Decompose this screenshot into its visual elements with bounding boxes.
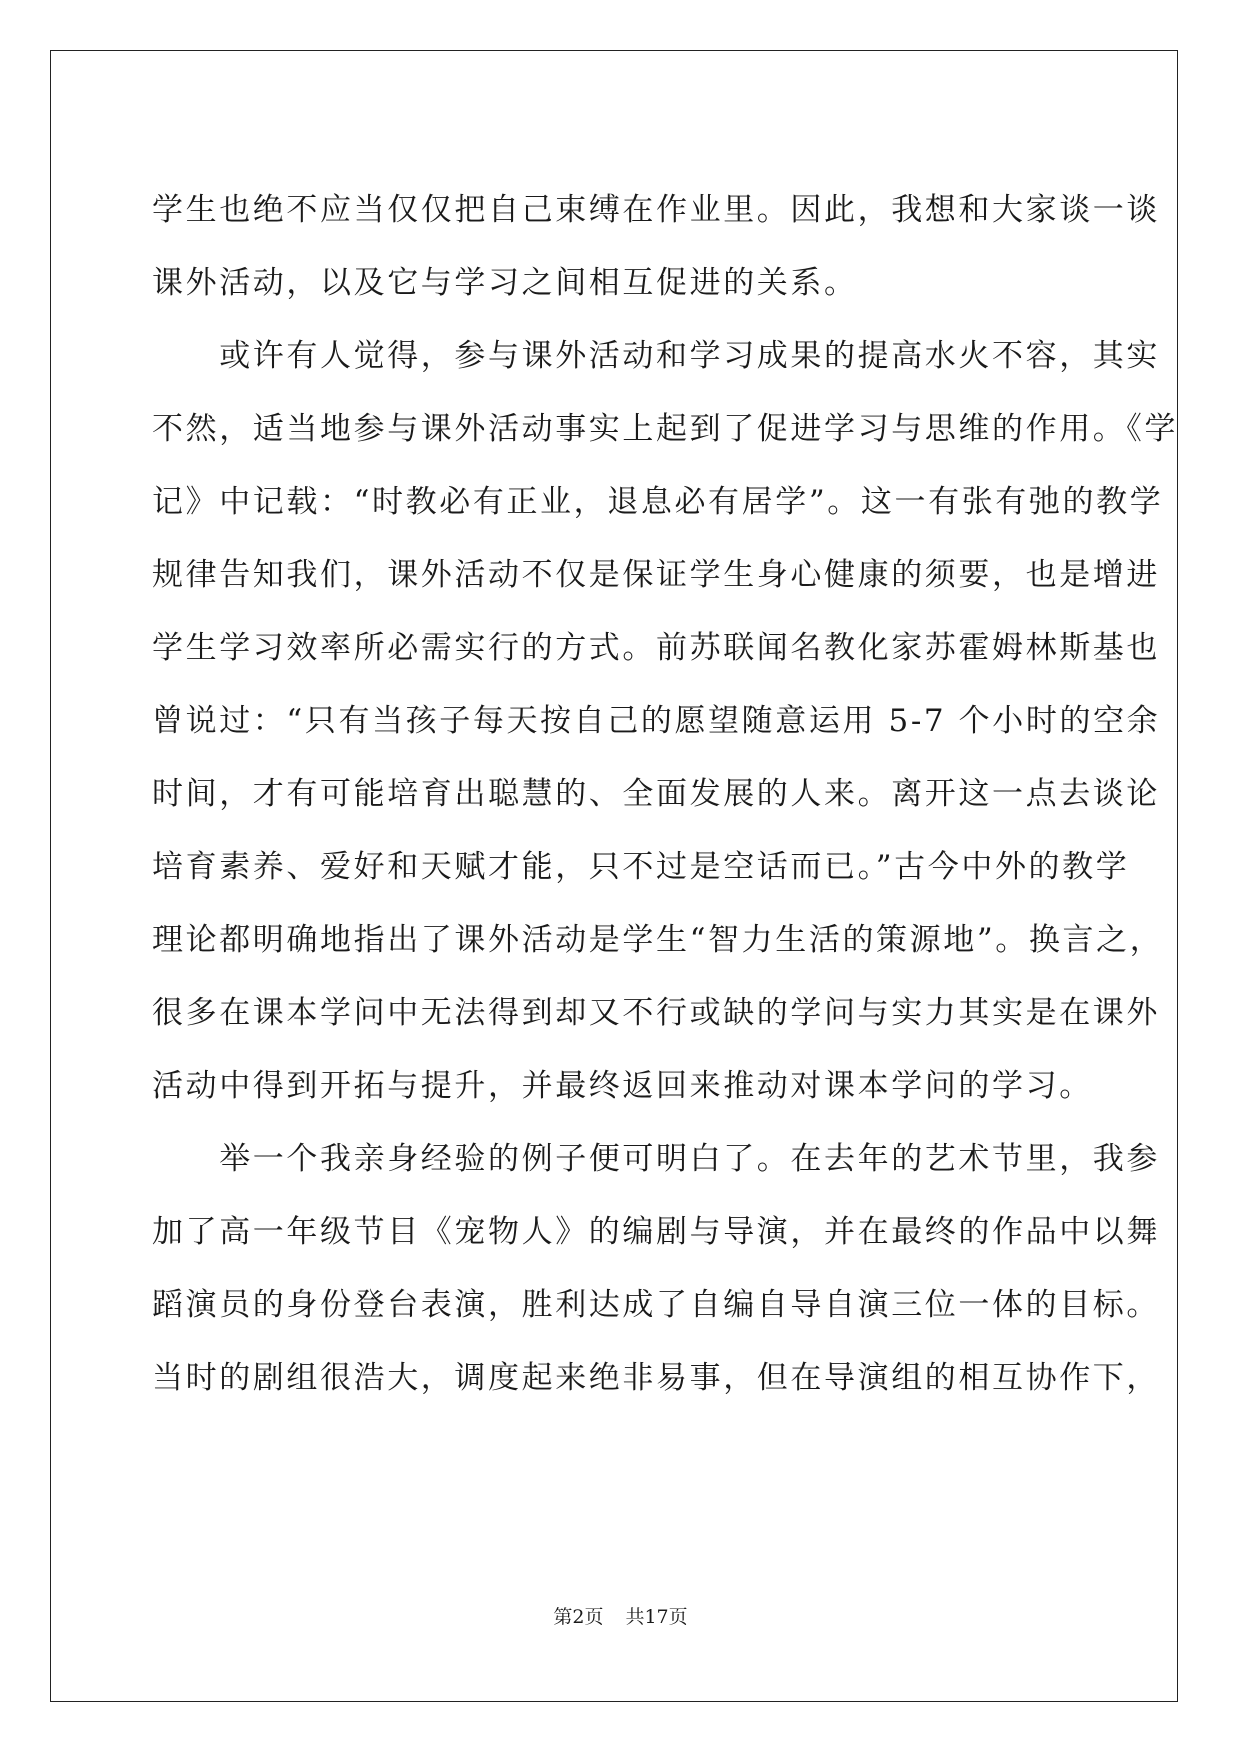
page-footer (0, 1605, 1241, 1629)
text-line: 理论都明确地指出了课外活动是学生“智力生活的策源地”。换言之， (152, 922, 1164, 958)
text-line: 蹈演员的身份登台表演，胜利达成了自编自导自演三位一体的目标。 (152, 1287, 1160, 1323)
text-line: 课外活动，以及它与学习之间相互促进的关系。 (152, 265, 858, 301)
text-line: 活动中得到开拓与提升，并最终返回来推动对课本学问的学习。 (152, 1068, 1093, 1104)
text-line: 记》中记载：“时教必有正业，退息必有居学”。这一有张有弛的教学 (152, 484, 1164, 520)
text-line: 学生学习效率所必需实行的方式。前苏联闻名教化家苏霍姆林斯基也 (152, 630, 1160, 666)
text-line: 很多在课本学问中无法得到却又不行或缺的学问与实力其实是在课外 (152, 995, 1160, 1031)
text-line: 学生也绝不应当仅仅把自己束缚在作业里。因此，我想和大家谈一谈 (152, 192, 1160, 228)
text-line: 曾说过：“只有当孩子每天按自己的愿望随意运用 5-7 个小时的空余 (152, 703, 1161, 739)
text-line: 规律告知我们，课外活动不仅是保证学生身心健康的须要，也是增进 (152, 557, 1160, 593)
text-line: 不然，适当地参与课外活动事实上起到了促进学习与思维的作用。《学 (152, 411, 1179, 447)
text-line: 或许有人觉得，参与课外活动和学习成果的提高水火不容，其实 (152, 338, 1160, 374)
text-line: 举一个我亲身经验的例子便可明白了。在去年的艺术节里，我参 (152, 1141, 1160, 1177)
page-number: 第2页 (553, 1606, 604, 1628)
page-total: 共17页 (625, 1606, 688, 1628)
text-line: 时间，才有可能培育出聪慧的、全面发展的人来。离开这一点去谈论 (152, 776, 1160, 812)
text-line: 培育素养、爱好和天赋才能，只不过是空话而已。”古今中外的教学 (152, 849, 1130, 885)
text-line: 当时的剧组很浩大，调度起来绝非易事，但在导演组的相互协作下， (152, 1360, 1160, 1396)
text-line: 加了高一年级节目《宠物人》的编剧与导演，并在最终的作品中以舞 (152, 1214, 1160, 1250)
